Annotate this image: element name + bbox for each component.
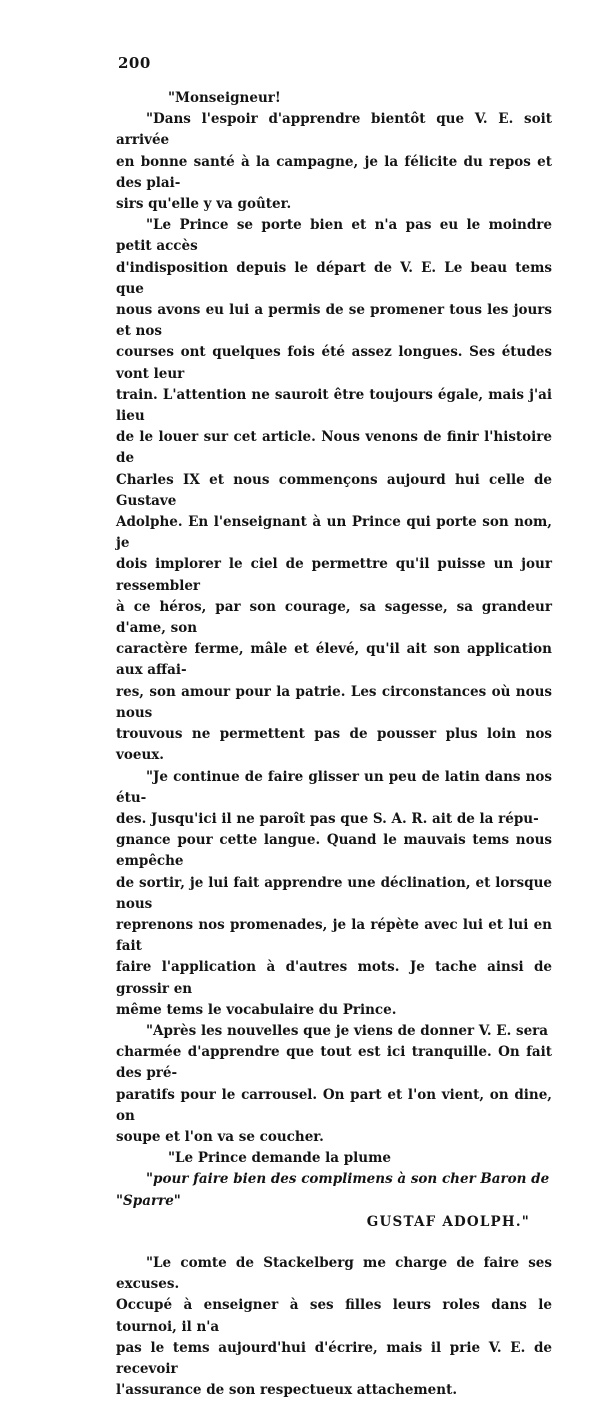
letter-body — [116, 88, 552, 1401]
salutation: "Monseigneur! — [168, 90, 281, 106]
paragraph-arrival: "Dans l'espoir d'apprendre bientôt que V. E. soit arrivée en bonne santé à la campagne, je la félicite du repos et des plai- sirs qu'elle y va goûter. — [116, 111, 552, 213]
paragraph-latin-studies: "Je continue de faire glisser un peu de latin dans nos étu- des. Jusqu'ici il ne paroît pas que S. A. R. ait de la répu- gnance pour cette langue. Quand le mauvais tems nous empêche de sortir, je lui fait apprendre une déclination, et lorsque nous reprenons nos promenades, je la répète avec lui et lui en fait faire l'application à d'autres mots. Je tache ainsi de grossir en même tems le vocabulaire du Prince. — [116, 768, 552, 1018]
paragraph-news: "Après les nouvelles que je viens de donner V. E. sera charmée d'apprendre que tout est ici tranquille. On fait des pré- paratifs pour le carrousel. On part et l'on vient, on dine, on soupe et l'on va se coucher. — [116, 1022, 552, 1145]
paragraph-prince-health: "Le Prince se porte bien et n'a pas eu le moindre petit accès d'indisposition depuis le départ de V. E. Le beau tems que nous avons eu lui a permis de se promener tous les jours et nos courses ont quelques fois été assez longues. Ses études vont leur train. L'attention ne sauroit être toujours égale, mais j'ai lieu de le louer sur cet article. Nous venons de finir l'histoire de Charles IX et nous commençons aujourd hui celle de Gustave Adolphe. En l'enseignant à un Prince qui porte son nom, je dois implorer le ciel de permettre qu'il puisse un jour ressembler à ce héros, par son courage, sa sagesse, sa grandeur d'ame, son caractère ferme, mâle et élevé, qu'il ait son application aux affai- res, son amour pour la patrie. Les circonstances où nous nous trouvous ne permettent pas de pousser plus loin nos voeux. — [116, 217, 552, 764]
page-number: 200 — [118, 54, 151, 72]
prince-request: "Le Prince demande la plume — [168, 1150, 391, 1167]
paragraph-stackelberg: "Le comte de Stackelberg me charge de faire ses excuses. Occupé à enseigner à ses filles leurs roles dans le tournoi, il n'a pas le tems aujourd'hui d'écrire, mais il prie V. E. de recevoir l'assurance de son respectueux attachement. — [116, 1254, 552, 1399]
prince-quote: "pour faire bien des complimens à son cher Baron de "Sparre" — [116, 1171, 550, 1209]
signature: GUSTAF ADOLPH." — [366, 1213, 530, 1230]
